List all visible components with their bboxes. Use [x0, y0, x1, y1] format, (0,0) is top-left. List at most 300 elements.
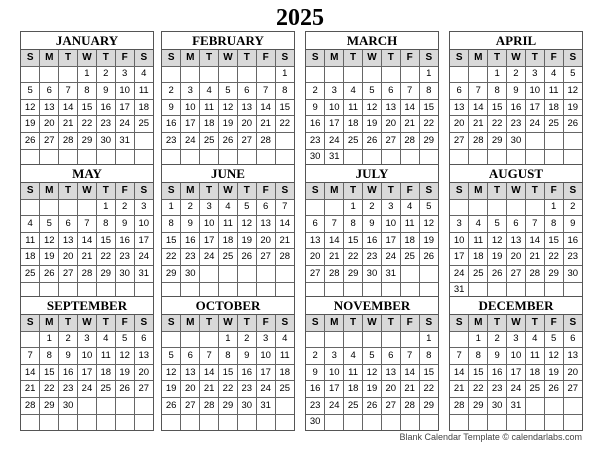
day-cell: 16 [488, 364, 507, 381]
weekday-header: M [181, 315, 200, 331]
day-cell: 22 [40, 381, 59, 398]
weekday-header: F [115, 50, 134, 66]
day-cell: 23 [306, 397, 325, 414]
day-cell: 29 [419, 397, 438, 414]
day-cell: 19 [563, 99, 582, 116]
day-cell: 11 [96, 348, 115, 365]
day-cell: 7 [78, 216, 97, 233]
day-cell: 2 [488, 331, 507, 348]
weekday-header: M [325, 183, 344, 199]
day-cell: 9 [237, 348, 256, 365]
weekday-header: S [134, 315, 153, 331]
day-cell [59, 149, 78, 165]
day-cell: 6 [256, 199, 275, 216]
weekday-header: S [21, 183, 40, 199]
day-cell: 14 [256, 99, 275, 116]
day-cell: 23 [363, 249, 382, 266]
day-cell [344, 66, 363, 83]
day-cell: 30 [507, 132, 526, 149]
day-cell: 22 [78, 116, 97, 133]
day-cell: 22 [275, 116, 294, 133]
day-cell: 29 [544, 265, 563, 282]
day-cell [162, 149, 181, 165]
day-cell [488, 149, 507, 165]
day-cell: 27 [381, 397, 400, 414]
weekday-header: T [59, 183, 78, 199]
day-cell: 21 [469, 116, 488, 133]
day-cell [40, 199, 59, 216]
day-cell: 27 [59, 265, 78, 282]
day-cell: 12 [488, 232, 507, 249]
day-cell: 27 [563, 381, 582, 398]
day-cell: 21 [256, 116, 275, 133]
day-cell: 15 [419, 364, 438, 381]
day-cell [256, 66, 275, 83]
day-cell: 3 [115, 66, 134, 83]
day-cell [237, 414, 256, 430]
day-cell: 24 [78, 381, 97, 398]
day-cell: 6 [59, 216, 78, 233]
weekday-header: F [544, 50, 563, 66]
day-cell: 17 [450, 249, 469, 266]
day-cell: 11 [344, 99, 363, 116]
day-cell: 9 [181, 216, 200, 233]
day-cell: 20 [563, 364, 582, 381]
weekday-header: T [59, 315, 78, 331]
day-cell: 29 [96, 265, 115, 282]
day-cell: 9 [96, 83, 115, 100]
day-cell: 15 [419, 99, 438, 116]
day-cell [400, 414, 419, 430]
day-cell: 17 [525, 99, 544, 116]
day-cell: 31 [450, 282, 469, 298]
day-cell: 4 [344, 348, 363, 365]
day-cell: 27 [237, 132, 256, 149]
day-cell: 26 [363, 397, 382, 414]
weekday-header: M [469, 50, 488, 66]
weekday-header: S [306, 50, 325, 66]
day-cell: 16 [181, 232, 200, 249]
day-cell: 20 [306, 249, 325, 266]
day-cell: 30 [237, 397, 256, 414]
day-cell: 16 [507, 99, 526, 116]
day-cell: 31 [134, 265, 153, 282]
day-cell: 6 [237, 83, 256, 100]
day-cell [78, 414, 97, 430]
weekday-header: S [306, 315, 325, 331]
day-cell: 26 [237, 249, 256, 266]
day-cell: 10 [325, 99, 344, 116]
weekday-header: M [325, 50, 344, 66]
weekday-header: S [450, 183, 469, 199]
day-cell: 21 [400, 381, 419, 398]
day-cell: 12 [563, 83, 582, 100]
day-cell: 31 [507, 397, 526, 414]
day-cell: 29 [40, 397, 59, 414]
day-cell: 8 [419, 83, 438, 100]
day-cell: 14 [59, 99, 78, 116]
month-may [20, 164, 154, 299]
day-cell: 20 [450, 116, 469, 133]
day-cell: 15 [78, 99, 97, 116]
day-cell: 13 [181, 364, 200, 381]
day-cell: 23 [306, 132, 325, 149]
day-cell: 11 [200, 99, 219, 116]
day-cell: 1 [162, 199, 181, 216]
day-cell: 3 [450, 216, 469, 233]
day-cell: 23 [563, 249, 582, 266]
day-cell: 8 [275, 83, 294, 100]
day-cell: 18 [525, 364, 544, 381]
day-cell: 9 [306, 99, 325, 116]
day-cell: 7 [59, 83, 78, 100]
day-cell [507, 414, 526, 430]
day-cell: 31 [256, 397, 275, 414]
day-cell [450, 199, 469, 216]
month-february [161, 31, 295, 166]
day-cell: 26 [162, 397, 181, 414]
day-cell: 3 [381, 199, 400, 216]
day-cell: 12 [115, 348, 134, 365]
day-cell [563, 132, 582, 149]
day-cell: 13 [40, 99, 59, 116]
day-cell [344, 331, 363, 348]
weekday-header: T [344, 50, 363, 66]
day-cell [400, 331, 419, 348]
weekday-header: M [469, 183, 488, 199]
day-cell: 21 [78, 249, 97, 266]
day-cell: 18 [344, 116, 363, 133]
weekday-header: F [256, 315, 275, 331]
day-cell [181, 66, 200, 83]
day-cell: 10 [200, 216, 219, 233]
day-cell [96, 149, 115, 165]
day-cell [450, 414, 469, 430]
day-cell: 12 [544, 348, 563, 365]
day-cell [78, 397, 97, 414]
day-cell: 9 [306, 364, 325, 381]
day-cell: 18 [96, 364, 115, 381]
day-cell: 10 [381, 216, 400, 233]
day-cell: 17 [325, 381, 344, 398]
weekday-header: S [134, 50, 153, 66]
day-cell [200, 331, 219, 348]
day-cell: 17 [256, 364, 275, 381]
day-cell [59, 66, 78, 83]
day-cell: 30 [363, 265, 382, 282]
day-cell [134, 397, 153, 414]
day-cell [237, 66, 256, 83]
day-cell: 8 [469, 348, 488, 365]
day-cell: 29 [488, 132, 507, 149]
day-cell: 5 [363, 83, 382, 100]
day-cell [400, 149, 419, 165]
weekday-header: T [525, 315, 544, 331]
day-cell [344, 414, 363, 430]
weekday-header: W [507, 315, 526, 331]
day-cell: 7 [200, 348, 219, 365]
day-cell: 1 [96, 199, 115, 216]
day-cell: 19 [219, 116, 238, 133]
day-cell: 4 [544, 66, 563, 83]
day-cell: 11 [219, 216, 238, 233]
day-cell [200, 149, 219, 165]
weekday-header: T [344, 315, 363, 331]
weekday-header: T [525, 183, 544, 199]
day-cell [96, 414, 115, 430]
day-cell: 17 [200, 232, 219, 249]
day-cell: 15 [275, 99, 294, 116]
day-cell: 4 [200, 83, 219, 100]
day-cell: 26 [544, 381, 563, 398]
day-cell [563, 397, 582, 414]
day-cell: 9 [162, 99, 181, 116]
weekday-header: S [419, 183, 438, 199]
weekday-header: F [544, 315, 563, 331]
day-cell: 11 [400, 216, 419, 233]
day-cell: 21 [21, 381, 40, 398]
day-cell: 25 [544, 116, 563, 133]
weekday-header: W [363, 315, 382, 331]
day-cell: 28 [450, 397, 469, 414]
day-cell: 18 [400, 232, 419, 249]
month-name: MAY [21, 165, 153, 183]
day-cell: 8 [40, 348, 59, 365]
month-april [449, 31, 583, 166]
day-cell [306, 199, 325, 216]
month-january [20, 31, 154, 166]
day-cell: 2 [237, 331, 256, 348]
weekday-header: M [181, 50, 200, 66]
day-cell [275, 149, 294, 165]
day-cell: 13 [381, 364, 400, 381]
weekday-header: T [488, 50, 507, 66]
day-cell: 28 [400, 132, 419, 149]
day-cell: 6 [507, 216, 526, 233]
day-cell: 30 [488, 397, 507, 414]
day-cell: 15 [344, 232, 363, 249]
day-cell: 11 [344, 364, 363, 381]
day-cell: 27 [134, 381, 153, 398]
day-cell: 30 [563, 265, 582, 282]
day-cell: 17 [381, 232, 400, 249]
day-cell: 15 [488, 99, 507, 116]
day-cell: 13 [134, 348, 153, 365]
day-cell: 25 [344, 132, 363, 149]
day-cell: 5 [419, 199, 438, 216]
day-cell [525, 199, 544, 216]
weekday-header: T [237, 183, 256, 199]
day-cell: 2 [507, 66, 526, 83]
day-cell: 28 [525, 265, 544, 282]
day-cell [419, 265, 438, 282]
day-cell [40, 414, 59, 430]
weekday-header: S [563, 50, 582, 66]
day-cell [200, 66, 219, 83]
day-cell: 15 [544, 232, 563, 249]
day-cell: 12 [363, 364, 382, 381]
day-cell: 19 [237, 232, 256, 249]
day-cell [115, 149, 134, 165]
day-cell: 30 [306, 149, 325, 165]
weekday-header: S [21, 50, 40, 66]
weekday-header: W [78, 315, 97, 331]
day-cell [419, 414, 438, 430]
day-cell: 3 [181, 83, 200, 100]
day-cell: 27 [256, 249, 275, 266]
day-cell: 5 [363, 348, 382, 365]
day-cell [115, 397, 134, 414]
day-cell: 4 [134, 66, 153, 83]
month-name: FEBRUARY [162, 32, 294, 50]
day-cell: 4 [469, 216, 488, 233]
day-cell: 24 [525, 116, 544, 133]
day-cell [256, 414, 275, 430]
day-cell: 23 [237, 381, 256, 398]
day-cell: 17 [78, 364, 97, 381]
day-cell: 13 [237, 99, 256, 116]
day-cell: 25 [525, 381, 544, 398]
day-cell: 13 [306, 232, 325, 249]
month-name: JUNE [162, 165, 294, 183]
day-cell: 4 [21, 216, 40, 233]
day-cell: 2 [306, 348, 325, 365]
day-cell [544, 414, 563, 430]
weekday-header: T [488, 183, 507, 199]
day-cell: 13 [59, 232, 78, 249]
day-cell: 6 [134, 331, 153, 348]
day-cell: 23 [59, 381, 78, 398]
day-cell [306, 331, 325, 348]
weekday-header: T [96, 315, 115, 331]
day-cell: 5 [544, 331, 563, 348]
day-cell: 17 [181, 116, 200, 133]
day-cell [78, 199, 97, 216]
weekday-header: T [59, 50, 78, 66]
day-cell: 1 [488, 66, 507, 83]
day-cell: 7 [525, 216, 544, 233]
day-cell: 5 [237, 199, 256, 216]
day-cell: 6 [306, 216, 325, 233]
day-cell: 16 [96, 99, 115, 116]
day-cell: 24 [115, 116, 134, 133]
day-cell: 30 [59, 397, 78, 414]
day-cell: 5 [219, 83, 238, 100]
day-cell: 12 [419, 216, 438, 233]
day-cell: 27 [450, 132, 469, 149]
weekday-header: F [115, 315, 134, 331]
weekday-header: T [381, 183, 400, 199]
day-cell: 2 [96, 66, 115, 83]
day-cell: 30 [96, 132, 115, 149]
day-cell: 12 [363, 99, 382, 116]
weekday-header: S [275, 315, 294, 331]
day-cell: 1 [544, 199, 563, 216]
day-cell: 14 [78, 232, 97, 249]
day-cell: 4 [400, 199, 419, 216]
day-cell: 1 [419, 66, 438, 83]
weekday-header: W [219, 50, 238, 66]
day-cell [162, 331, 181, 348]
weekday-header: F [256, 183, 275, 199]
day-cell: 11 [469, 232, 488, 249]
day-cell: 14 [469, 99, 488, 116]
day-cell: 9 [507, 83, 526, 100]
day-cell: 3 [256, 331, 275, 348]
day-cell [275, 265, 294, 282]
day-cell [469, 199, 488, 216]
month-december [449, 296, 583, 431]
day-cell: 20 [59, 249, 78, 266]
month-name: AUGUST [450, 165, 582, 183]
day-cell: 15 [40, 364, 59, 381]
weekday-header: T [200, 315, 219, 331]
day-cell: 2 [363, 199, 382, 216]
day-cell: 6 [40, 83, 59, 100]
day-cell [21, 414, 40, 430]
day-cell: 28 [325, 265, 344, 282]
day-cell [525, 414, 544, 430]
day-cell [450, 331, 469, 348]
day-cell: 7 [400, 348, 419, 365]
day-cell: 20 [40, 116, 59, 133]
day-cell [525, 397, 544, 414]
day-cell: 22 [544, 249, 563, 266]
day-cell: 14 [400, 364, 419, 381]
day-cell: 13 [507, 232, 526, 249]
day-cell: 5 [162, 348, 181, 365]
day-cell: 28 [400, 397, 419, 414]
day-cell [544, 132, 563, 149]
day-cell [344, 149, 363, 165]
day-cell [200, 265, 219, 282]
day-cell [525, 132, 544, 149]
day-cell: 14 [275, 216, 294, 233]
day-cell: 13 [381, 99, 400, 116]
day-cell [275, 397, 294, 414]
day-cell [363, 66, 382, 83]
weekday-header: W [219, 315, 238, 331]
month-october [161, 296, 295, 431]
day-cell: 18 [469, 249, 488, 266]
day-cell: 24 [381, 249, 400, 266]
day-cell: 8 [488, 83, 507, 100]
day-cell: 14 [400, 99, 419, 116]
day-cell: 16 [563, 232, 582, 249]
day-cell [363, 331, 382, 348]
day-cell: 10 [134, 216, 153, 233]
day-cell: 20 [507, 249, 526, 266]
day-cell: 29 [162, 265, 181, 282]
day-cell: 29 [469, 397, 488, 414]
day-cell: 3 [134, 199, 153, 216]
day-cell: 24 [450, 265, 469, 282]
day-cell: 10 [78, 348, 97, 365]
weekday-header: F [544, 183, 563, 199]
day-cell: 2 [181, 199, 200, 216]
day-cell: 8 [219, 348, 238, 365]
day-cell: 11 [21, 232, 40, 249]
day-cell: 8 [96, 216, 115, 233]
day-cell: 22 [469, 381, 488, 398]
weekday-header: W [363, 183, 382, 199]
day-cell: 8 [419, 348, 438, 365]
day-cell: 15 [162, 232, 181, 249]
weekday-header: W [363, 50, 382, 66]
day-cell: 16 [306, 381, 325, 398]
day-cell: 26 [115, 381, 134, 398]
day-cell: 4 [275, 331, 294, 348]
